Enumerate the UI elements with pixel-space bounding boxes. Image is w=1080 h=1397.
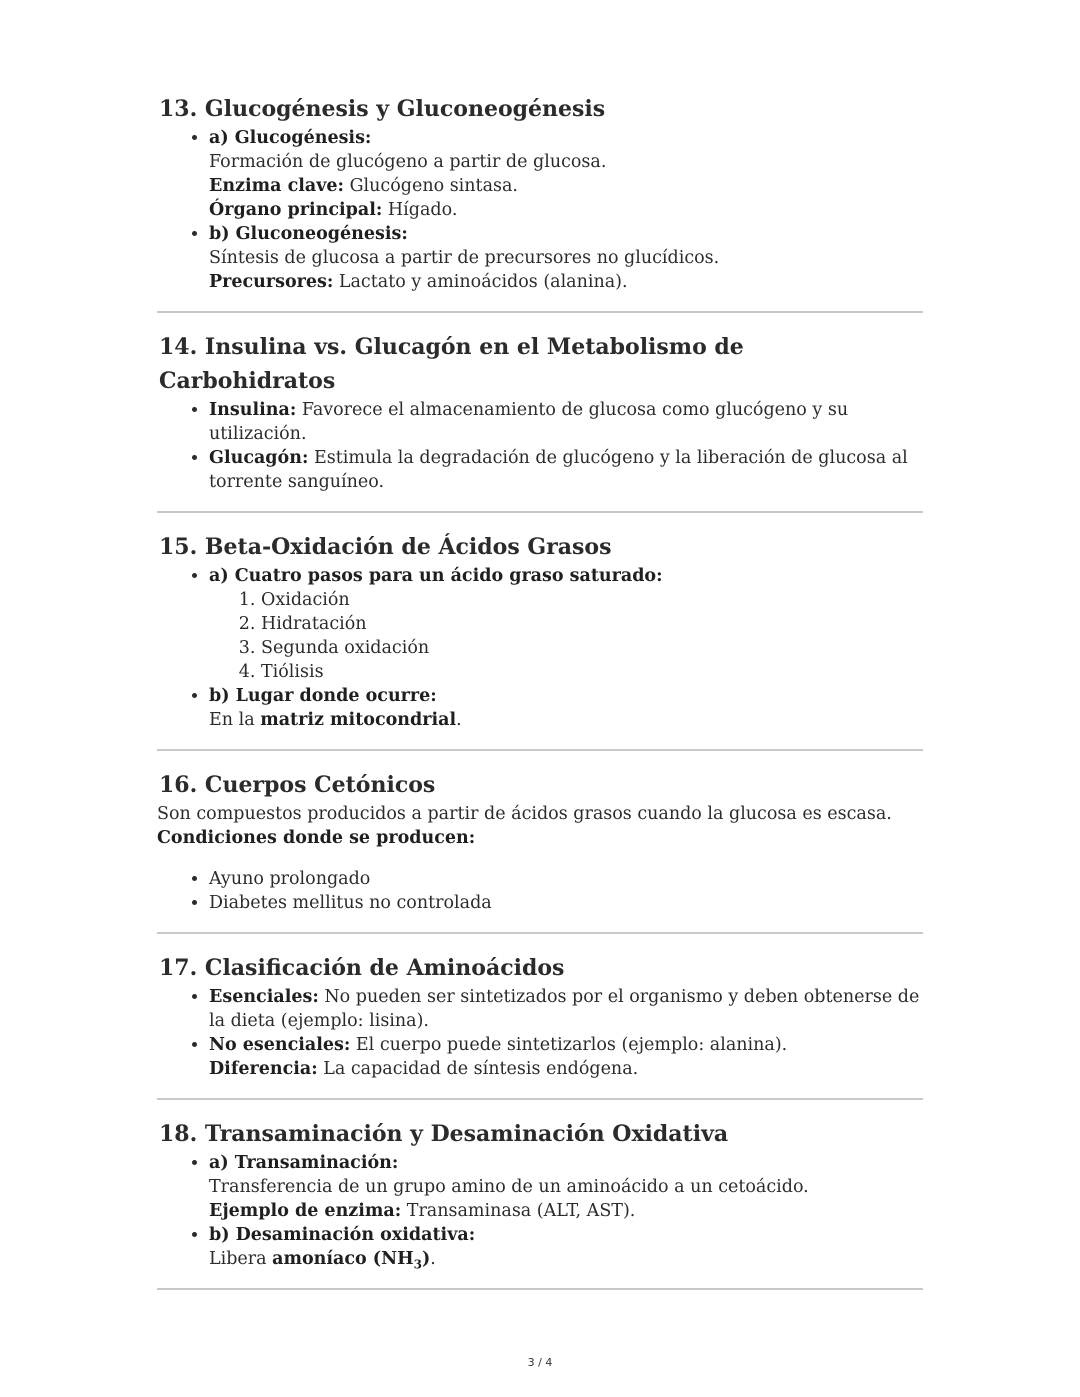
no-esenciales-text: El cuerpo puede sintetizarlos (ejemplo: alanina).: [350, 1035, 788, 1055]
section-divider: [157, 1098, 923, 1100]
section-divider: [157, 511, 923, 513]
enzyme-value: Glucógeno sintasa.: [344, 176, 518, 196]
precursors-label: Precursores:: [209, 272, 334, 292]
list-item: [209, 564, 923, 684]
desaminacion-suffix: .: [430, 1249, 436, 1269]
section-15-list: [157, 564, 923, 732]
glucagon-label: Glucagón:: [209, 448, 309, 468]
list-item: [209, 1223, 923, 1271]
location-suffix: .: [456, 710, 462, 730]
ammonia-formula: [272, 1249, 431, 1272]
section-14-list: [157, 398, 923, 494]
section-16-title: 16. Cuerpos Cetónicos: [159, 772, 436, 798]
section-13-list: [157, 126, 923, 294]
enzyme-example-value: Transaminasa (ALT, AST).: [401, 1201, 636, 1221]
section-14-title: 14. Insulina vs. Glucagón en el Metabolismo de Carbohidratos: [159, 334, 744, 394]
page-number: 3 / 4: [527, 1356, 553, 1369]
conditions-paragraph: [157, 826, 923, 850]
location-label: b) Lugar donde ocurre:: [209, 686, 437, 706]
spacer: [157, 850, 923, 867]
esenciales-text: No pueden ser sintetizados por el organismo y deben obtenerse de la dieta (ejemplo: lisina).: [209, 987, 920, 1031]
diferencia-label: Diferencia:: [209, 1059, 318, 1079]
section-13: [157, 92, 923, 294]
conditions-list: [157, 867, 923, 915]
insulina-label: Insulina:: [209, 400, 297, 420]
glucogenesis-description: Formación de glucógeno a partir de glucosa.: [209, 152, 607, 172]
list-item: [209, 398, 923, 446]
conditions-label: Condiciones donde se producen:: [157, 828, 476, 848]
section-divider: [157, 1288, 923, 1290]
section-divider: [157, 311, 923, 313]
list-item: [209, 126, 923, 222]
section-13-title: 13. Glucogénesis y Gluconeogénesis: [159, 96, 606, 122]
transaminacion-description: Transferencia de un grupo amino de un aminoácido a un cetoácido.: [209, 1177, 809, 1197]
section-divider: [157, 932, 923, 934]
section-18-title: 18. Transaminación y Desaminación Oxidativa: [159, 1121, 729, 1147]
section-divider: [157, 749, 923, 751]
section-14: [157, 330, 923, 494]
section-16: [157, 768, 923, 915]
step-item: 2. Hidratación: [261, 612, 923, 636]
enzyme-example-label: Ejemplo de enzima:: [209, 1201, 402, 1221]
organ-label: Órgano principal:: [209, 200, 383, 220]
ammonia-name: amoníaco (NH: [272, 1249, 414, 1269]
section-18-list: [157, 1151, 923, 1271]
enzyme-label: Enzima clave:: [209, 176, 345, 196]
list-item: [209, 684, 923, 732]
esenciales-label: Esenciales:: [209, 987, 319, 1007]
precursors-value: Lactato y aminoácidos (alanina).: [333, 272, 628, 292]
diferencia-text: La capacidad de síntesis endógena.: [317, 1059, 639, 1079]
section-15-title: 15. Beta-Oxidación de Ácidos Grasos: [159, 534, 612, 560]
steps-label: a) Cuatro pasos para un ácido graso saturado:: [209, 566, 663, 586]
insulina-text: Favorece el almacenamiento de glucosa como glucógeno y su utilización.: [209, 400, 849, 444]
ammonia-subscript: 3: [413, 1257, 422, 1272]
glucogenesis-label: a) Glucogénesis:: [209, 128, 372, 148]
section-15: [157, 530, 923, 732]
section-17-title: 17. Clasificación de Aminoácidos: [159, 955, 565, 981]
ammonia-close: ): [421, 1249, 431, 1269]
list-item: • Diabetes mellitus no controlada: [209, 891, 923, 915]
gluconeogenesis-description: Síntesis de glucosa a partir de precursores no glucídicos.: [209, 248, 720, 268]
glucagon-text: Estimula la degradación de glucógeno y la liberación de glucosa al torrente sanguíneo.: [209, 448, 908, 492]
list-item: [209, 1033, 923, 1081]
organ-value: Hígado.: [382, 200, 458, 220]
no-esenciales-label: No esenciales:: [209, 1035, 351, 1055]
list-item: [209, 985, 923, 1033]
list-item: [209, 446, 923, 494]
list-item: • Ayuno prolongado: [209, 867, 923, 891]
step-item: 1. Oxidación: [261, 588, 923, 612]
section-18: [157, 1117, 923, 1271]
section-17-list: [157, 985, 923, 1081]
step-item: 3. Segunda oxidación: [261, 636, 923, 660]
location-prefix: En la: [209, 710, 261, 730]
beta-oxidation-steps: [209, 588, 923, 684]
list-item: [209, 1151, 923, 1223]
gluconeogenesis-label: b) Gluconeogénesis:: [209, 224, 408, 244]
list-item: [209, 222, 923, 294]
location-value: matriz mitocondrial: [260, 710, 457, 730]
desaminacion-prefix: Libera: [209, 1249, 273, 1269]
section-17: [157, 951, 923, 1081]
transaminacion-label: a) Transaminación:: [209, 1153, 399, 1173]
desaminacion-label: b) Desaminación oxidativa:: [209, 1225, 476, 1245]
document-page: [157, 92, 923, 1307]
ketone-description: Son compuestos producidos a partir de ácidos grasos cuando la glucosa es escasa.: [157, 804, 892, 824]
step-item: 4. Tiólisis: [261, 660, 923, 684]
